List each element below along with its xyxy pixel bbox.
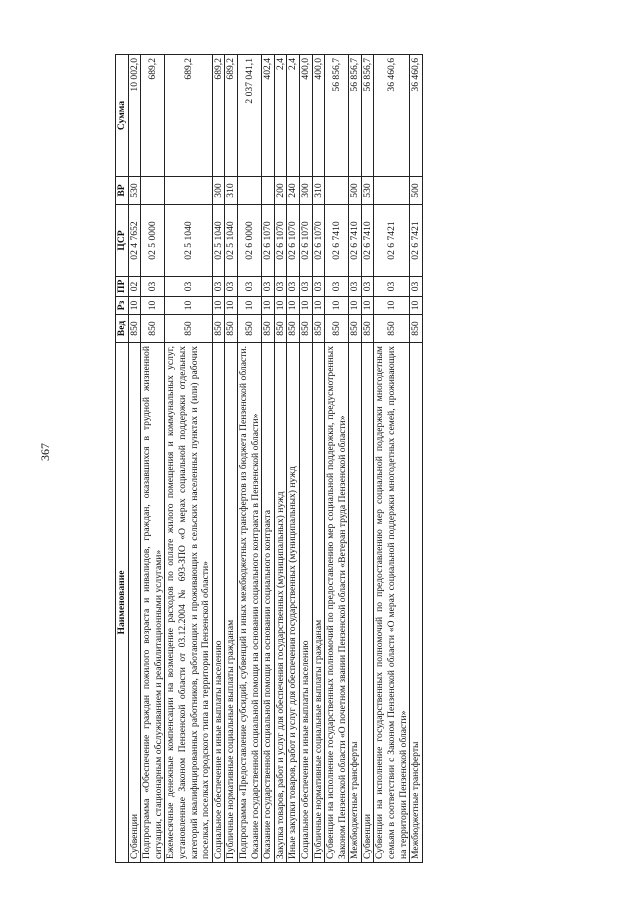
cell-sum: 56 856,7 [361, 55, 374, 177]
cell-csr: 02 5 0000 [141, 205, 165, 277]
page-number: 367 [38, 443, 52, 461]
cell-sum: 10 002,0 [128, 55, 141, 177]
cell-vr: 300 [299, 177, 312, 205]
cell-csr: 02 6 7410 [361, 205, 374, 277]
cell-rz: 10 [225, 297, 238, 315]
cell-sum: 400,0 [299, 55, 312, 177]
cell-pr: 03 [141, 277, 165, 297]
cell-pr: 03 [349, 277, 362, 297]
cell-ved: 850 [349, 315, 362, 343]
table-row [349, 55, 362, 863]
cell-ved: 850 [325, 315, 349, 343]
cell-rz: 10 [212, 297, 225, 315]
table-row [225, 55, 238, 863]
cell-csr: 02 6 1070 [287, 205, 300, 277]
table-row [141, 55, 165, 863]
cell-csr: 02 6 1070 [262, 205, 275, 277]
rotated-table-container [115, 55, 557, 863]
cell-rz: 10 [349, 297, 362, 315]
cell-vr: 530 [361, 177, 374, 205]
cell-ved: 850 [274, 315, 287, 343]
cell-csr: 02 4 7652 [128, 205, 141, 277]
table-row [274, 55, 287, 863]
cell-name: Социальное обеспечение и иные выплаты населению [299, 343, 312, 863]
cell-name: Межбюджетные трансферты [410, 343, 423, 863]
cell-pr: 03 [410, 277, 423, 297]
cell-vr [237, 177, 261, 205]
cell-pr: 03 [299, 277, 312, 297]
cell-rz: 10 [141, 297, 165, 315]
cell-csr: 02 6 7410 [325, 205, 349, 277]
cell-pr: 03 [165, 277, 212, 297]
cell-sum: 2,4 [287, 55, 300, 177]
cell-rz: 10 [165, 297, 212, 315]
header-csr: ЦСР [116, 205, 129, 277]
table-row [287, 55, 300, 863]
cell-pr: 03 [212, 277, 225, 297]
cell-name: Публичные нормативные социальные выплаты гражданам [312, 343, 325, 863]
cell-sum: 36 460,6 [374, 55, 410, 177]
header-sum: Сумма [116, 55, 129, 177]
header-rz: Рз [116, 297, 129, 315]
cell-rz: 10 [410, 297, 423, 315]
cell-csr: 02 6 1070 [312, 205, 325, 277]
cell-ved: 850 [287, 315, 300, 343]
cell-name: Иные закупки товаров, работ и услуг для обеспечения государственных (муниципальных) нужд [287, 343, 300, 863]
cell-ved: 850 [262, 315, 275, 343]
cell-vr: 530 [128, 177, 141, 205]
cell-rz: 10 [325, 297, 349, 315]
table-row [361, 55, 374, 863]
cell-csr: 02 5 1040 [165, 205, 212, 277]
cell-rz: 10 [374, 297, 410, 315]
cell-pr: 03 [325, 277, 349, 297]
header-name: Наименование [116, 343, 129, 863]
cell-pr: 03 [312, 277, 325, 297]
cell-name: Подпрограмма «Обеспечение граждан пожилого возраста и инвалидов, граждан, оказавшихся в трудной жизненной ситуации, стационарным обслуживанием и реабилитационными услугами» [141, 343, 165, 863]
cell-rz: 10 [128, 297, 141, 315]
cell-sum: 689,2 [212, 55, 225, 177]
cell-sum: 689,2 [165, 55, 212, 177]
header-pr: ПР [116, 277, 129, 297]
cell-vr: 300 [212, 177, 225, 205]
cell-name: Субвенции на исполнение государственных полномочий по предоставлению мер социальной поддержки многодетным семьям в соответствии с Законом Пензенской области «О мерах социальной поддержки многодетных семей, проживающих на территории Пензенской области» [374, 343, 410, 863]
table-row [374, 55, 410, 863]
cell-rz: 10 [312, 297, 325, 315]
cell-pr: 03 [274, 277, 287, 297]
table-row [299, 55, 312, 863]
cell-name: Ежемесячные денежные компенсации на возмещение расходов по оплате жилого помещения и коммунальных услуг, установленные Законом Пензенской области от 03.12.2004 № 693-ЗПО «О мерах социальной поддержки отдельных категорий квалифицированных работников, работающих и проживающих в сельских населенных пунктах и (или) рабочих поселках, поселках городского типа на территории Пензенской области» [165, 343, 212, 863]
cell-ved: 850 [410, 315, 423, 343]
table-row [325, 55, 349, 863]
cell-vr: 240 [287, 177, 300, 205]
cell-vr: 310 [312, 177, 325, 205]
cell-ved: 850 [141, 315, 165, 343]
cell-sum: 2,4 [274, 55, 287, 177]
cell-csr: 02 6 0000 [237, 205, 261, 277]
cell-csr: 02 6 7410 [349, 205, 362, 277]
cell-sum: 689,2 [141, 55, 165, 177]
cell-name: Субвенции [361, 343, 374, 863]
cell-pr: 03 [237, 277, 261, 297]
table-row [212, 55, 225, 863]
cell-csr: 02 6 1070 [274, 205, 287, 277]
cell-sum: 2 037 041,1 [237, 55, 261, 177]
cell-ved: 850 [312, 315, 325, 343]
cell-ved: 850 [361, 315, 374, 343]
table-row [410, 55, 423, 863]
header-ved: Вед [116, 315, 129, 343]
cell-name: Социальное обеспечение и иные выплаты населению [212, 343, 225, 863]
cell-csr: 02 6 7421 [374, 205, 410, 277]
table-row [262, 55, 275, 863]
cell-vr: 310 [225, 177, 238, 205]
cell-rz: 10 [299, 297, 312, 315]
header-vr: ВР [116, 177, 129, 205]
cell-rz: 10 [361, 297, 374, 315]
cell-pr: 03 [225, 277, 238, 297]
cell-vr [374, 177, 410, 205]
cell-csr: 02 6 7421 [410, 205, 423, 277]
cell-rz: 10 [237, 297, 261, 315]
cell-csr: 02 5 1040 [225, 205, 238, 277]
cell-ved: 850 [237, 315, 261, 343]
cell-vr [325, 177, 349, 205]
table-row [165, 55, 212, 863]
cell-pr: 03 [374, 277, 410, 297]
cell-sum: 400,0 [312, 55, 325, 177]
cell-vr: 500 [349, 177, 362, 205]
cell-pr: 03 [287, 277, 300, 297]
table-row [237, 55, 261, 863]
cell-vr [165, 177, 212, 205]
cell-ved: 850 [165, 315, 212, 343]
cell-pr: 02 [128, 277, 141, 297]
cell-ved: 850 [212, 315, 225, 343]
cell-ved: 850 [299, 315, 312, 343]
table-row [312, 55, 325, 863]
cell-rz: 10 [274, 297, 287, 315]
cell-pr: 03 [262, 277, 275, 297]
cell-vr [141, 177, 165, 205]
cell-csr: 02 6 1070 [299, 205, 312, 277]
cell-sum: 36 460,6 [410, 55, 423, 177]
table-row [128, 55, 141, 863]
cell-sum: 56 856,7 [349, 55, 362, 177]
cell-name: Межбюджетные трансферты [349, 343, 362, 863]
cell-ved: 850 [128, 315, 141, 343]
cell-name: Субвенции [128, 343, 141, 863]
cell-vr: 500 [410, 177, 423, 205]
cell-sum: 402,4 [262, 55, 275, 177]
budget-table [115, 54, 423, 863]
cell-name: Подпрограмма «Предоставление субсидий, субвенций и иных межбюджетных трансфертов из бюджета Пензенской области. Оказание государственной социальной помощи на основании социального контракта в Пензенской области» [237, 343, 261, 863]
cell-name: Публичные нормативные социальные выплаты гражданам [225, 343, 238, 863]
cell-ved: 850 [225, 315, 238, 343]
cell-vr [262, 177, 275, 205]
cell-sum: 56 856,7 [325, 55, 349, 177]
cell-sum: 689,2 [225, 55, 238, 177]
cell-csr: 02 5 1040 [212, 205, 225, 277]
cell-rz: 10 [262, 297, 275, 315]
cell-rz: 10 [287, 297, 300, 315]
cell-vr: 200 [274, 177, 287, 205]
cell-name: Оказание государственной социальной помощи на основании социального контракта [262, 343, 275, 863]
cell-ved: 850 [374, 315, 410, 343]
cell-name: Закупка товаров, работ и услуг для обеспечения государственных (муниципальных) нужд [274, 343, 287, 863]
cell-pr: 03 [361, 277, 374, 297]
table-header-row [116, 55, 129, 863]
cell-name: Субвенции на исполнение государственных полномочий по предоставлению мер социальной поддержки, предусмотренных Законом Пензенской области «О почетном звании Пензенской области «Ветеран труда Пензенской области» [325, 343, 349, 863]
